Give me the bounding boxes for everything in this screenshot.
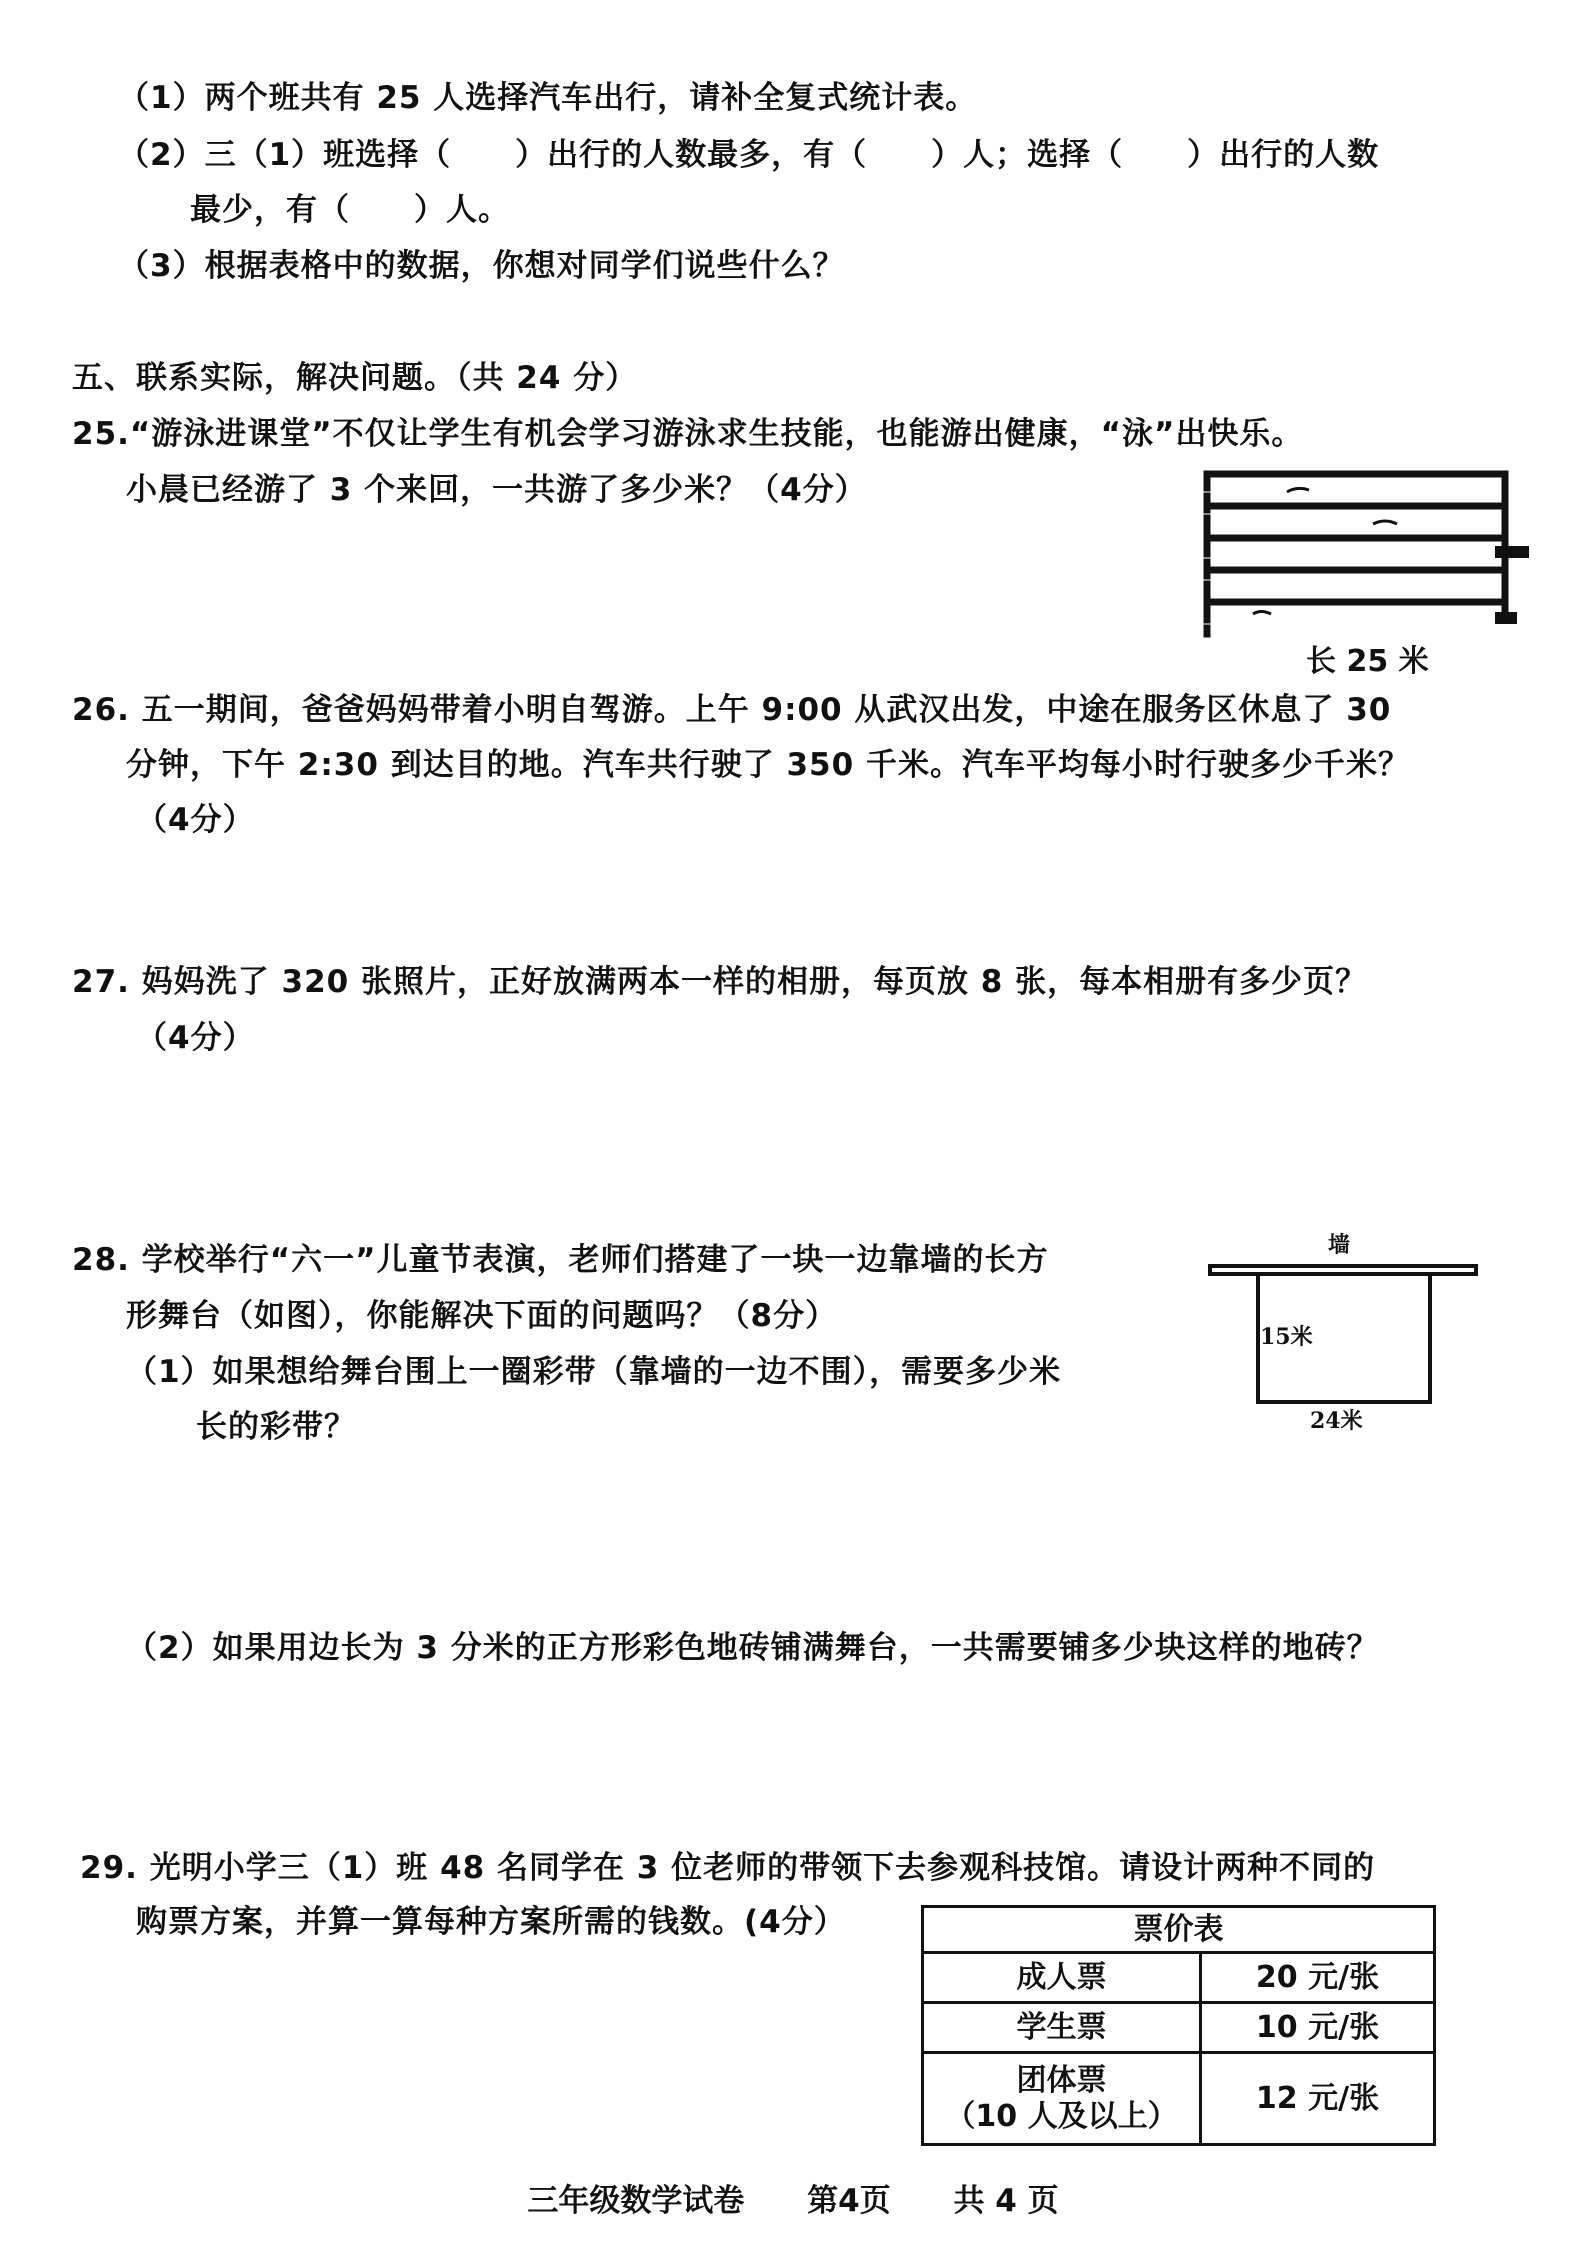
q24-part2-line1: （2）三（1）班选择（ ）出行的人数最多，有（ ）人；选择（ ）出行的人数 — [118, 137, 1380, 173]
q25-line2: 小晨已经游了 3 个来回，一共游了多少米？（4分） — [126, 472, 867, 508]
q27-line1: 27. 妈妈洗了 320 张照片，正好放满两本一样的相册，每页放 8 张，每本相册有多少页？ — [72, 964, 1368, 1000]
q26-line2: 分钟，下午 2:30 到达目的地。汽车共行驶了 350 千米。汽车平均每小时行驶多少千米？ — [126, 747, 1410, 783]
stage-width-label: 24米 — [1310, 1408, 1363, 1434]
q24-part1: （1）两个班共有 25 人选择汽车出行，请补全复式统计表。 — [118, 80, 978, 116]
q24-part2-line2: 最少，有（ ）人。 — [190, 192, 510, 228]
q29-line1: 29. 光明小学三（1）班 48 名同学在 3 位老师的带领下去参观科技馆。请设计两种不同的 — [80, 1850, 1376, 1886]
ticket-type-group-note: （10 人及以上） — [945, 2098, 1178, 2134]
q24-part3: （3）根据表格中的数据，你想对同学们说些什么？ — [118, 248, 845, 284]
footer-subject: 三年级数学试卷 — [527, 2183, 745, 2219]
ticket-type-student: 学生票 — [924, 2004, 1202, 2054]
q25-line1: 25.“游泳进课堂”不仅让学生有机会学习游泳求生技能，也能游出健康，“泳”出快乐。 — [72, 416, 1304, 452]
pool-lanes-diagram — [1195, 462, 1535, 638]
q26-line3: （4分） — [136, 802, 255, 838]
ticket-type-group-cell — [924, 2054, 1202, 2143]
ticket-type-adult: 成人票 — [924, 1954, 1202, 2004]
price-table-title: 票价表 — [924, 1908, 1433, 1954]
q28-line2: 形舞台（如图），你能解决下面的问题吗？（8分） — [126, 1298, 838, 1334]
stage-height-label: 15米 — [1260, 1324, 1313, 1350]
ticket-price-table — [921, 1905, 1436, 2146]
q28-part1-line2: 长的彩带？ — [196, 1409, 356, 1445]
q28-part2: （2）如果用边长为 3 分米的正方形彩色地砖铺满舞台，一共需要铺多少块这样的地砖？ — [126, 1630, 1379, 1666]
ticket-price-group: 12 元/张 — [1255, 2080, 1380, 2116]
page-footer — [0, 2175, 1586, 2220]
ticket-type-group: 团体票 — [1016, 2062, 1107, 2098]
ticket-price-adult: 20 元/张 — [1202, 1954, 1433, 2004]
ticket-price-student: 10 元/张 — [1202, 2004, 1433, 2054]
wall-label: 墙 — [1328, 1232, 1351, 1258]
q29-line2: 购票方案，并算一算每种方案所需的钱数。(4分） — [136, 1904, 846, 1940]
q28-part1-line1: （1）如果想给舞台围上一圈彩带（靠墙的一边不围），需要多少米 — [126, 1354, 1062, 1390]
q26-line1: 26. 五一期间，爸爸妈妈带着小明自驾游。上午 9:00 从武汉出发，中途在服务区休息了 30 — [72, 692, 1392, 728]
footer-total-pages: 共 4 页 — [953, 2183, 1059, 2219]
pool-length-label: 长 25 米 — [1306, 644, 1429, 679]
q27-line2: （4分） — [136, 1020, 255, 1056]
footer-page-number: 第4页 — [807, 2183, 891, 2219]
swimming-pool-figure — [1195, 462, 1535, 638]
section-heading: 五、联系实际，解决问题。（共 24 分） — [72, 360, 638, 396]
q28-line1: 28. 学校举行“六一”儿童节表演，老师们搭建了一块一边靠墙的长方 — [72, 1242, 1049, 1278]
stage-figure — [1200, 1228, 1486, 1438]
